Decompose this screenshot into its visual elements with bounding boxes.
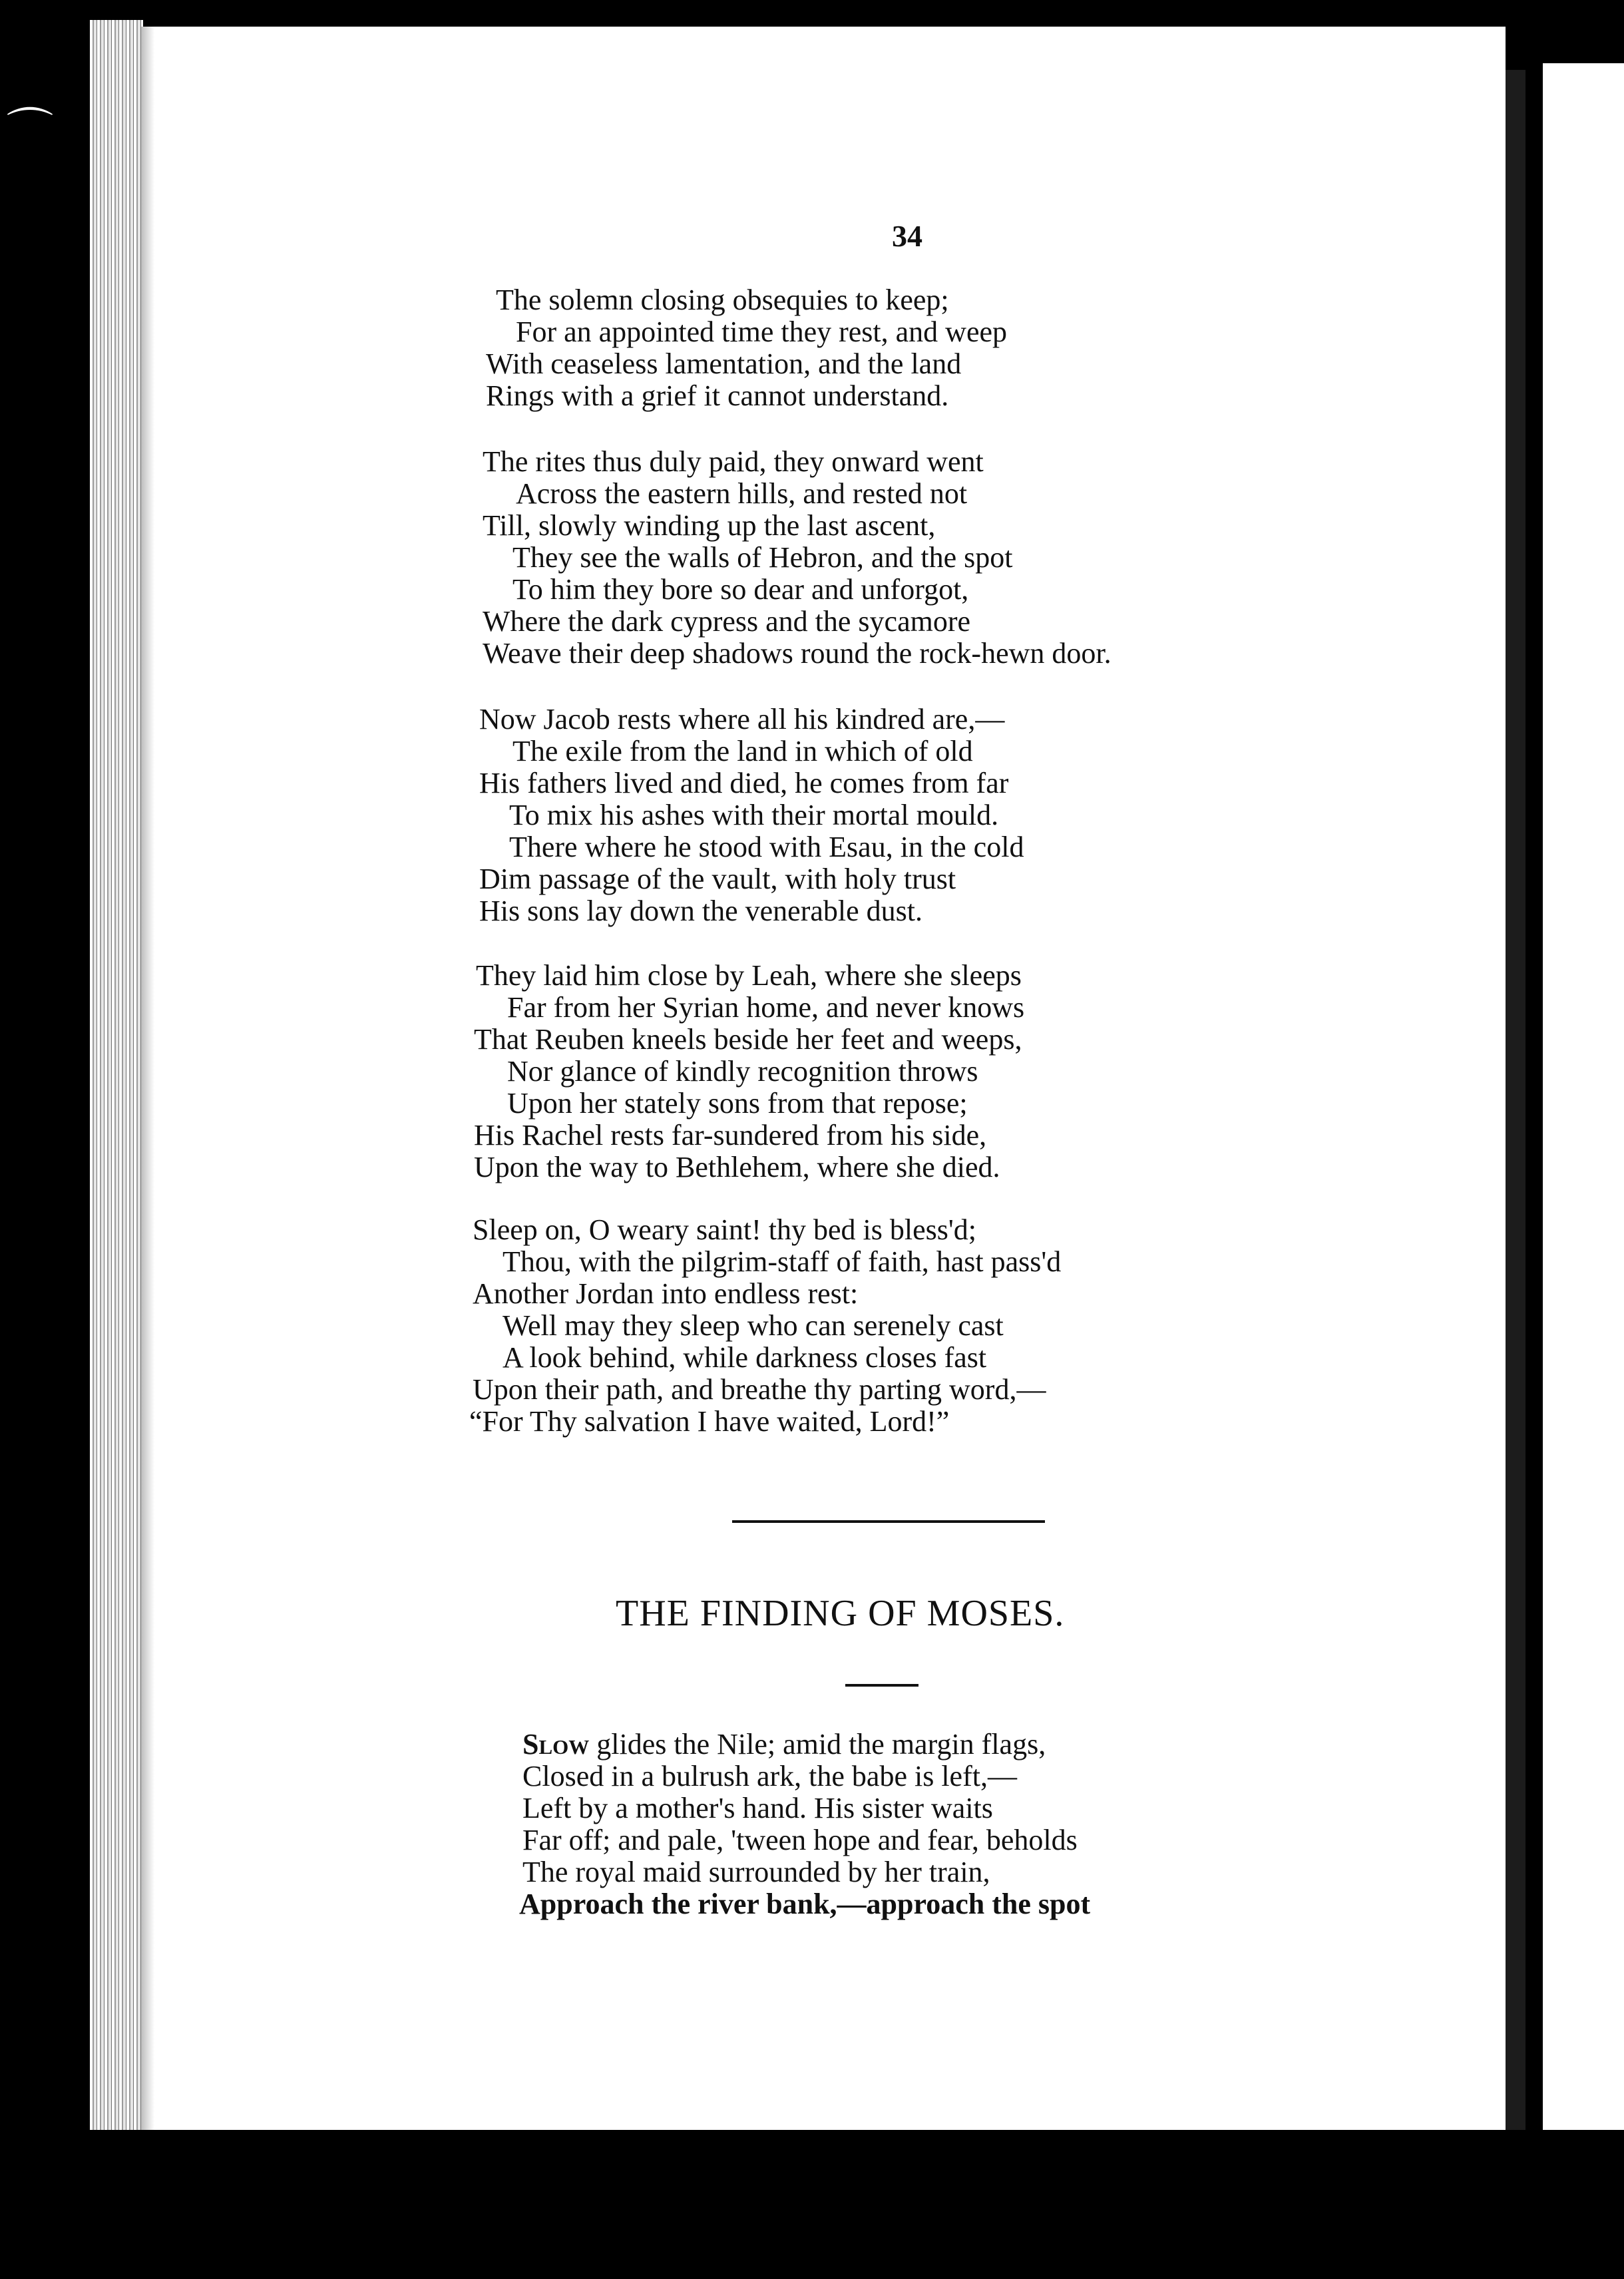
poem-line: His fathers lived and died, he comes from far [479,767,1009,799]
poem-line: There where he stood with Esau, in the cold [509,831,1024,863]
poem-line: That Reuben kneels beside her feet and weeps, [474,1023,1022,1056]
poem-line: Till, slowly winding up the last ascent, [483,509,936,542]
poem-first-line [522,1727,1046,1761]
poem-line: His Rachel rests far-sundered from his side, [474,1119,987,1151]
poem-title: THE FINDING OF MOSES. [616,1593,1065,1634]
poem-line: To mix his ashes with their mortal mould. [509,799,999,831]
poem-line: They laid him close by Leah, where she sleeps [476,959,1022,992]
poem-line: They see the walls of Hebron, and the spot [512,541,1013,574]
poem-line: Thou, with the pilgrim-staff of faith, hast pass'd [503,1245,1062,1278]
title-divider [845,1684,918,1687]
poem-line: The royal maid surrounded by her train, [522,1856,990,1888]
poem-line: Sleep on, O weary saint! thy bed is bless'd; [473,1213,977,1246]
page-number: 34 [892,219,922,253]
poem-line: The exile from the land in which of old [512,735,973,767]
poem-line: For an appointed time they rest, and weep [516,315,1008,348]
poem-line: Far from her Syrian home, and never knows [507,991,1025,1024]
poem-line: Another Jordan into endless rest: [473,1277,859,1310]
poem-line: Upon their path, and breathe thy parting word,— [473,1373,1046,1406]
poem-line: Weave their deep shadows round the rock-hewn door. [483,637,1112,670]
poem-line: Across the eastern hills, and rested not [516,477,968,510]
poem-line: Nor glance of kindly recognition throws [507,1055,978,1088]
poem-line: Dim passage of the vault, with holy trust [479,863,956,895]
poem-line: A look behind, while darkness closes fast [503,1341,987,1374]
poem-line: Where the dark cypress and the sycamore [483,605,971,638]
poem-line: Left by a mother's hand. His sister waits [522,1792,993,1824]
poem-line: The rites thus duly paid, they onward went [483,445,984,478]
poem-line: Rings with a grief it cannot understand. [486,379,949,412]
poem-line: Far off; and pale, 'tween hope and fear, beholds [522,1824,1078,1856]
poem-line: Now Jacob rests where all his kindred are,— [479,703,1005,735]
poem-line: Approach the river bank,—approach the spot [519,1888,1091,1920]
poem-line: With ceaseless lamentation, and the land [486,347,962,380]
binding-strip [1506,70,1525,2130]
poem-line: The solemn closing obsequies to keep; [496,284,949,316]
poem-line: Closed in a bulrush ark, the babe is left,— [522,1760,1017,1792]
poem-line: Well may they sleep who can serenely cast [503,1309,1004,1342]
next-page-edge [1543,63,1624,2130]
poem-line-rest: glides the Nile; amid the margin flags, [589,1728,1046,1761]
poem-line: Upon the way to Bethlehem, where she died. [474,1151,1000,1183]
page-edges [90,20,143,2130]
poem-line: His sons lay down the venerable dust. [479,895,922,927]
poem-line: “For Thy salvation I have waited, Lord!” [469,1405,950,1438]
poem-line: Upon her stately sons from that repose; [507,1087,968,1120]
drop-word: Slow [522,1728,590,1761]
section-divider [732,1520,1045,1523]
gutter-shadow [141,27,154,2130]
scan-mark: ⌒ [7,103,53,158]
poem-line: To him they bore so dear and unforgot, [512,573,969,606]
